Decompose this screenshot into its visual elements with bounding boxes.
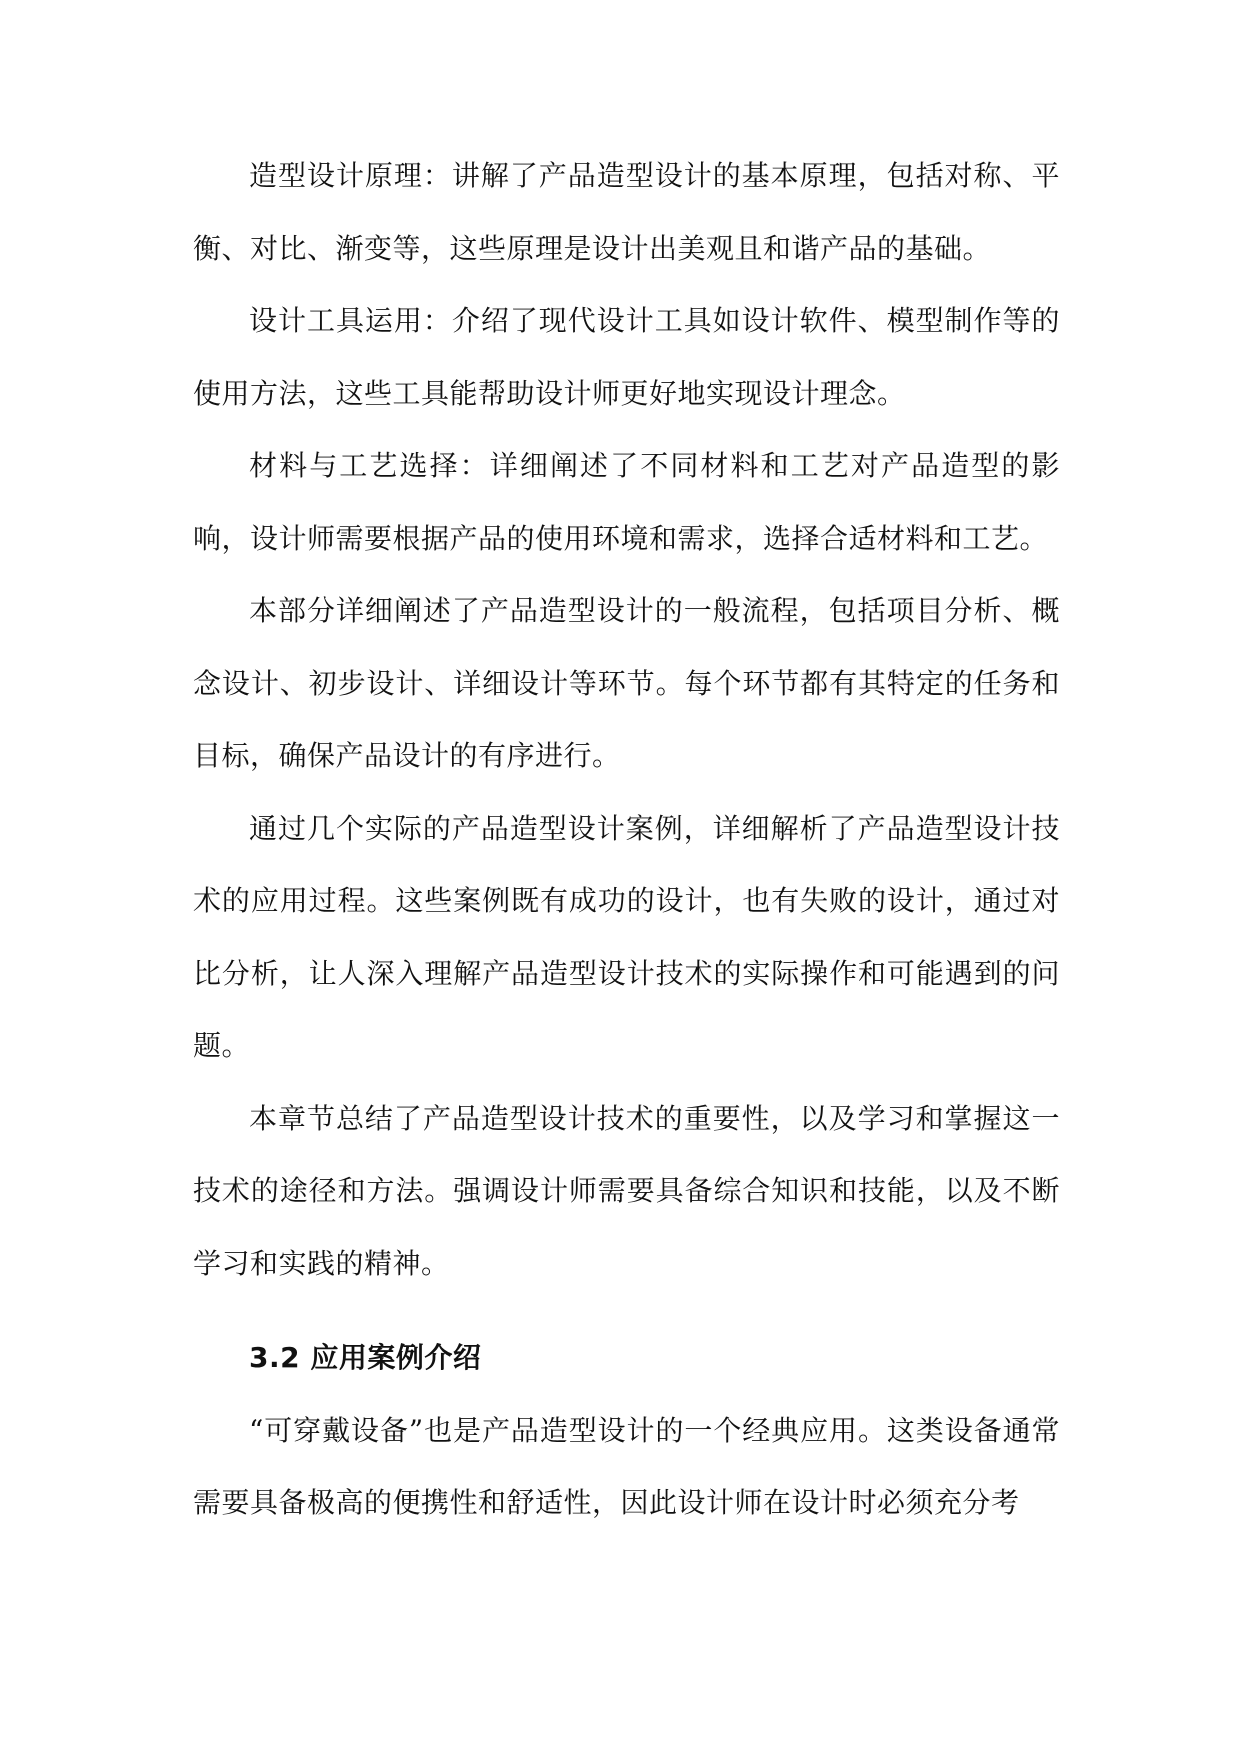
paragraph-design-workflow: 本部分详细阐述了产品造型设计的一般流程，包括项目分析、概念设计、初步设计、详细设计等环节。每个环节都有其特定的任务和目标，确保产品设计的有序进行。 (193, 594, 1060, 772)
paragraph-design-tools: 设计工具运用：介绍了现代设计工具如设计软件、模型制作等的使用方法，这些工具能帮助设计师更好地实现设计理念。 (193, 304, 1060, 410)
paragraph-chapter-summary: 本章节总结了产品造型设计技术的重要性，以及学习和掌握这一技术的途径和方法。强调设计师需要具备综合知识和技能，以及不断学习和实践的精神。 (193, 1101, 1060, 1280)
document-page (193, 140, 1060, 1540)
paragraph-materials-process: 材料与工艺选择：详细阐述了不同材料和工艺对产品造型的影响，设计师需要根据产品的使用环境和需求，选择合适材料和工艺。 (193, 449, 1060, 555)
paragraph-design-principles: 造型设计原理：讲解了产品造型设计的基本原理，包括对称、平衡、对比、渐变等，这些原理是设计出美观且和谐产品的基础。 (193, 159, 1060, 265)
paragraph-wearable-devices: “可穿戴设备”也是产品造型设计的一个经典应用。这类设备通常需要具备极高的便携性和舒适性，因此设计师在设计时必须充分考 (193, 1413, 1060, 1519)
section-heading: 3.2 应用案例介绍 (249, 1341, 482, 1374)
paragraph-case-analysis: 通过几个实际的产品造型设计案例，详细解析了产品造型设计技术的应用过程。这些案例既有成功的设计，也有失败的设计，通过对比分析，让人深入理解产品造型设计技术的实际操作和可能遇到的问题。 (193, 811, 1060, 1062)
